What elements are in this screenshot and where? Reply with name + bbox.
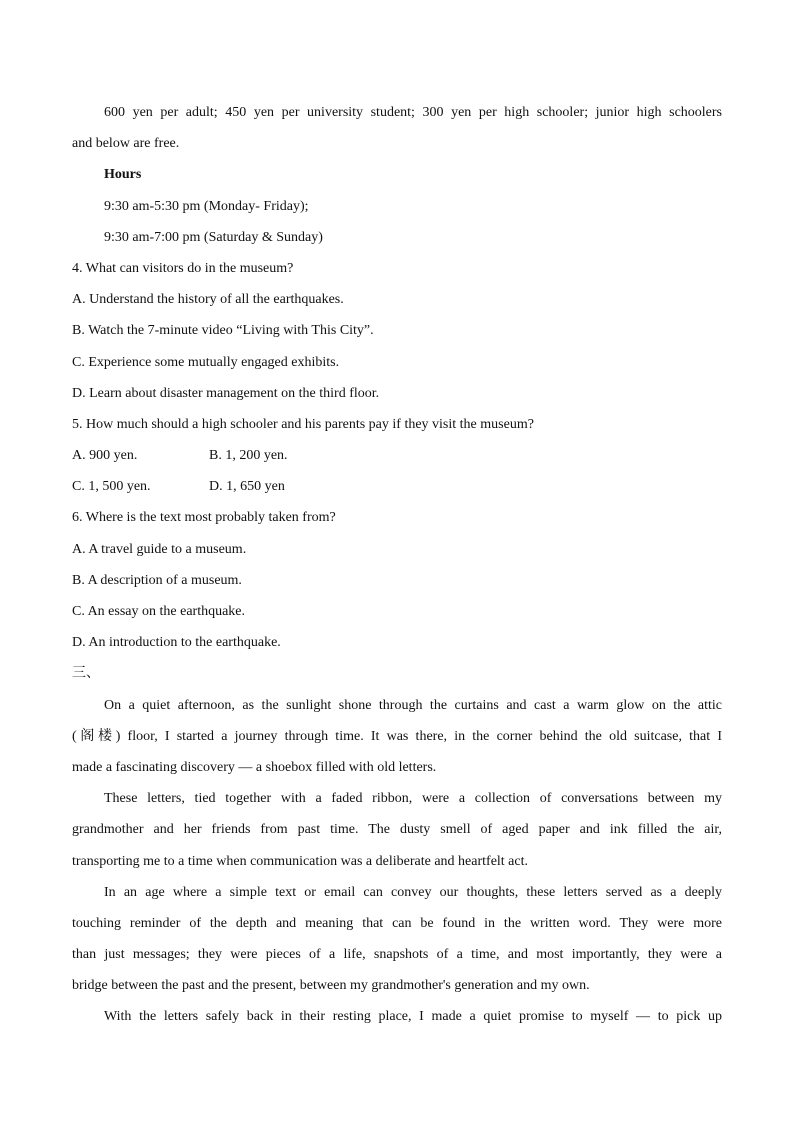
passage-line: In an age where a simple text or email can convey our thoughts, these letters served as a deeply <box>104 884 722 900</box>
question-5-options-row-2 <box>72 471 722 502</box>
passage-line: touching reminder of the depth and meaning that can be found in the written word. They were more <box>72 915 722 931</box>
passage-line: made a fascinating discovery — a shoebox filled with old letters. <box>72 759 437 775</box>
passage-line: than just messages; they were pieces of a life, snapshots of a time, and most importantly, they were a <box>72 947 722 963</box>
question-4-stem: 4. What can visitors do in the museum? <box>72 260 294 276</box>
question-4-option-b: B. Watch the 7-minute video “Living with This City”. <box>72 323 374 339</box>
question-4-option-a: A. Understand the history of all the earthquakes. <box>72 292 344 308</box>
passage-line: On a quiet afternoon, as the sunlight shone through the curtains and cast a warm glow on the attic <box>104 697 722 713</box>
hours-weekday: 9:30 am-5:30 pm (Monday- Friday); <box>104 198 309 214</box>
price-text-line-1: 600 yen per adult; 450 yen per university student; 300 yen per high schooler; junior high schoolers <box>104 105 722 120</box>
question-6-stem: 6. Where is the text most probably taken from? <box>72 510 336 526</box>
question-6-option-c: C. An essay on the earthquake. <box>72 604 246 619</box>
document-page <box>72 97 722 1033</box>
question-6-option-a: A. A travel guide to a museum. <box>72 541 247 557</box>
question-5-option-d: D. 1, 650 yen <box>209 479 285 495</box>
hours-heading: Hours <box>104 167 142 183</box>
question-4-option-d: D. Learn about disaster management on the third floor. <box>72 385 380 401</box>
price-text-line-2: and below are free. <box>72 136 180 152</box>
passage-line: (阁楼) floor, I started a journey through time. It was there, in the corner behind the old suitcase, that I <box>72 728 722 744</box>
hours-weekend: 9:30 am-7:00 pm (Saturday & Sunday) <box>104 229 323 245</box>
passage-line: These letters, tied together with a faded ribbon, were a collection of conversations between my <box>104 791 722 807</box>
passage-line: grandmother and her friends from past time. The dusty smell of aged paper and ink filled the air, <box>72 822 722 838</box>
question-5-option-b: B. 1, 200 yen. <box>209 448 288 464</box>
question-5-option-a: A. 900 yen. <box>72 448 138 464</box>
passage-line: bridge between the past and the present, between my grandmother's generation and my own. <box>72 978 590 994</box>
section-3-heading: 三、 <box>72 665 100 682</box>
passage-line: With the letters safely back in their resting place, I made a quiet promise to myself — to pick up <box>104 1009 722 1025</box>
question-5-option-c: C. 1, 500 yen. <box>72 479 151 495</box>
question-6-option-d: D. An introduction to the earthquake. <box>72 635 281 651</box>
question-5-stem: 5. How much should a high schooler and his parents pay if they visit the museum? <box>72 416 534 432</box>
question-4-option-c: C. Experience some mutually engaged exhibits. <box>72 354 340 370</box>
passage-line: transporting me to a time when communication was a deliberate and heartfelt act. <box>72 853 528 869</box>
question-5-options-row-1 <box>72 440 722 471</box>
question-6-option-b: B. A description of a museum. <box>72 572 242 588</box>
